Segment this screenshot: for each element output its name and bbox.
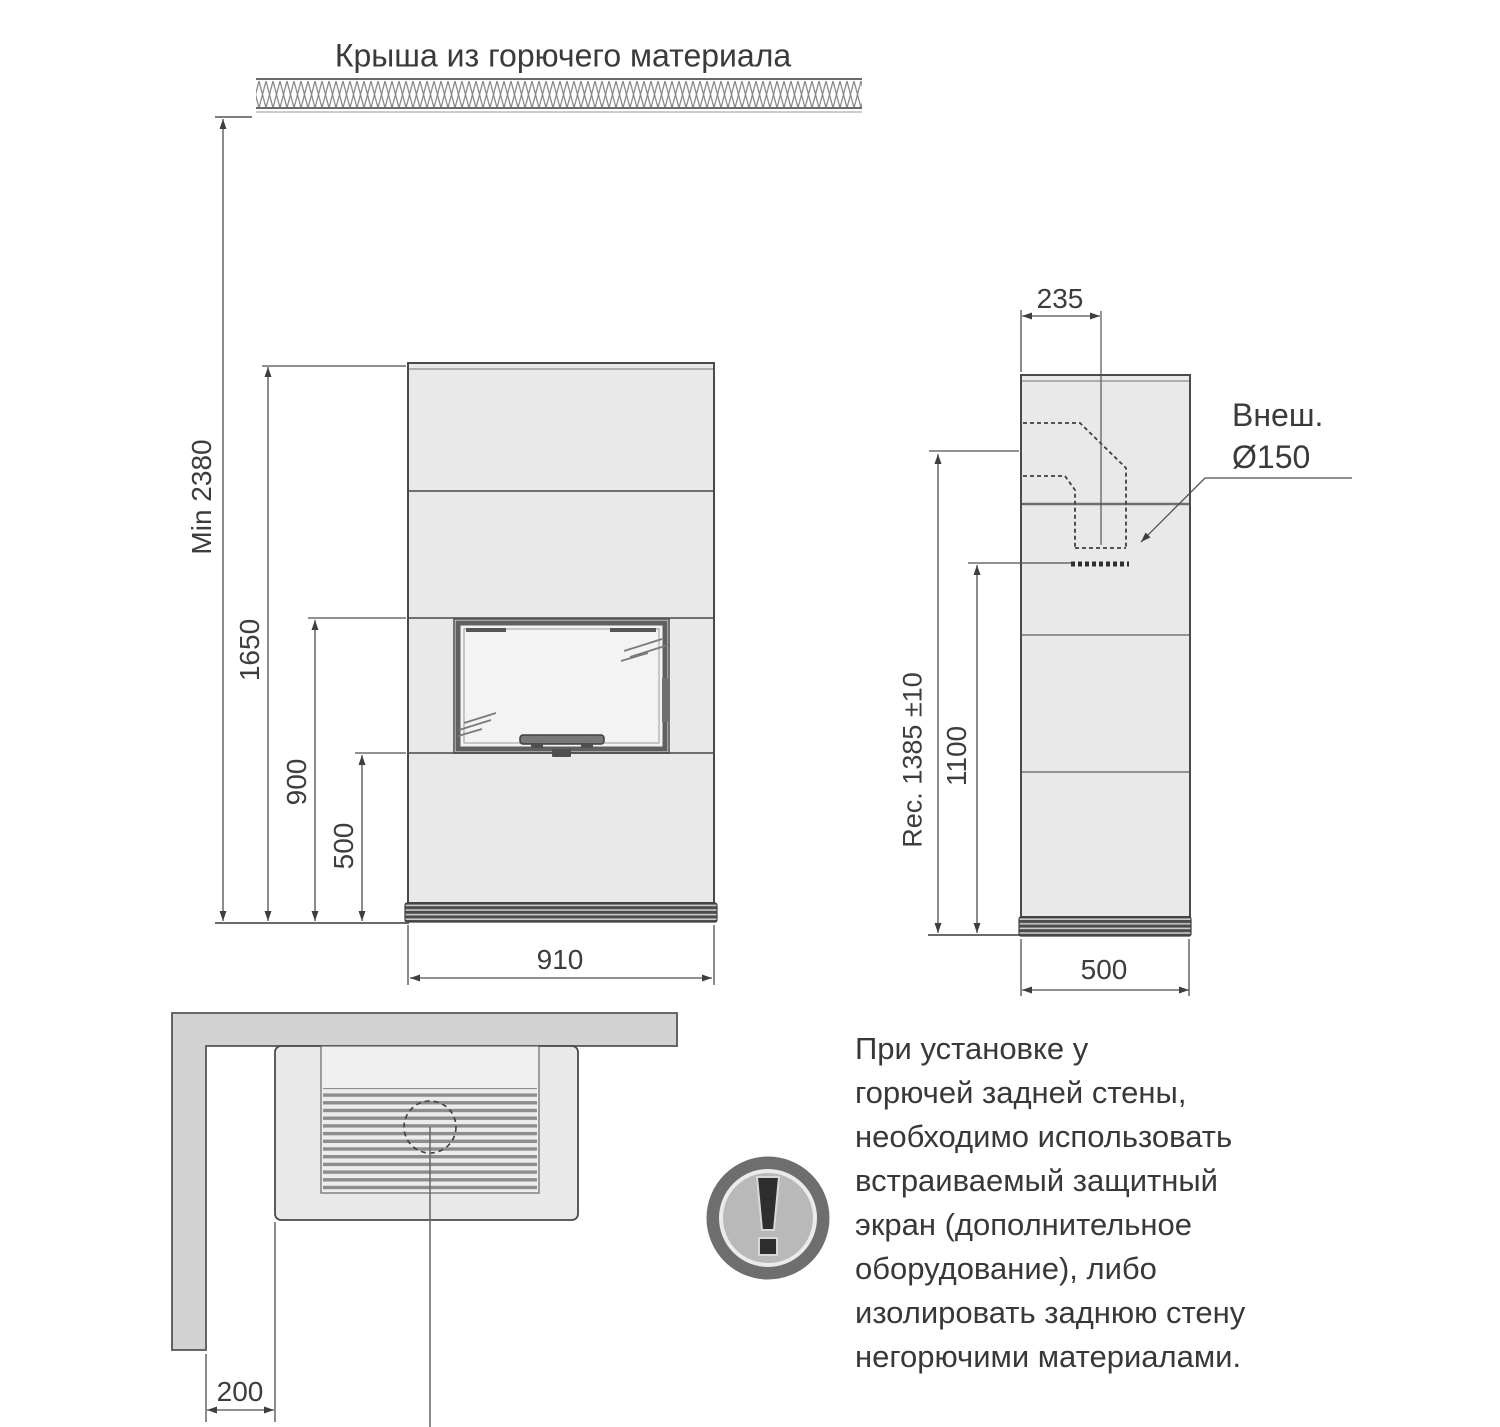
warning-line: оборудование), либо: [855, 1251, 1157, 1286]
dim-label-1650: 1650: [234, 618, 265, 682]
dim-label-rec-1385: Rec. 1385 ±10: [897, 672, 928, 848]
dim-label-235: 235: [1036, 283, 1084, 314]
dim-label-900: 900: [281, 758, 312, 806]
warning-line: горючей задней стены,: [855, 1075, 1187, 1110]
top-view: [172, 1013, 677, 1427]
front-view: [215, 363, 717, 923]
warning-text-block: [855, 1027, 1245, 1379]
warning-line: изолировать заднюю стену: [855, 1295, 1246, 1330]
flue-label-line1: Внеш.: [1232, 397, 1324, 433]
exclamation-dot: [759, 1238, 777, 1255]
flue-label-line2: Ø150: [1232, 439, 1311, 475]
front-base-plinth: [405, 903, 717, 922]
side-body: [1021, 375, 1190, 917]
dim-label-910: 910: [536, 944, 584, 975]
door-latch-tab: [552, 749, 571, 757]
door-handle: [520, 735, 604, 744]
warning-icon: [713, 1163, 823, 1273]
firebox-door: [454, 619, 669, 757]
exclamation-bar: [757, 1177, 779, 1230]
dim-label-min-2380: Min 2380: [186, 439, 217, 555]
flue-diameter-label: [1232, 394, 1323, 478]
roof-label: Крыша из горючего материала: [334, 37, 792, 74]
dim-label-1100: 1100: [941, 725, 972, 787]
dim-label-500: 500: [328, 822, 359, 870]
warning-line: встраиваемый защитный: [855, 1163, 1218, 1198]
warning-line: При установке у: [855, 1031, 1089, 1066]
door-hinge-strip: [662, 678, 669, 722]
warning-line: негорючими материалами.: [855, 1339, 1242, 1374]
roof-insulation-hatch: [256, 81, 862, 107]
dim-label-200: 200: [216, 1376, 264, 1407]
combustible-roof-band: [215, 79, 862, 117]
warning-line: необходимо использовать: [855, 1119, 1233, 1154]
warning-line: экран (дополнительное: [855, 1207, 1193, 1242]
side-view: [928, 311, 1191, 936]
side-base-plinth: [1019, 917, 1191, 936]
firebox-glass: [458, 623, 665, 749]
dim-label-depth-500: 500: [1080, 954, 1128, 985]
